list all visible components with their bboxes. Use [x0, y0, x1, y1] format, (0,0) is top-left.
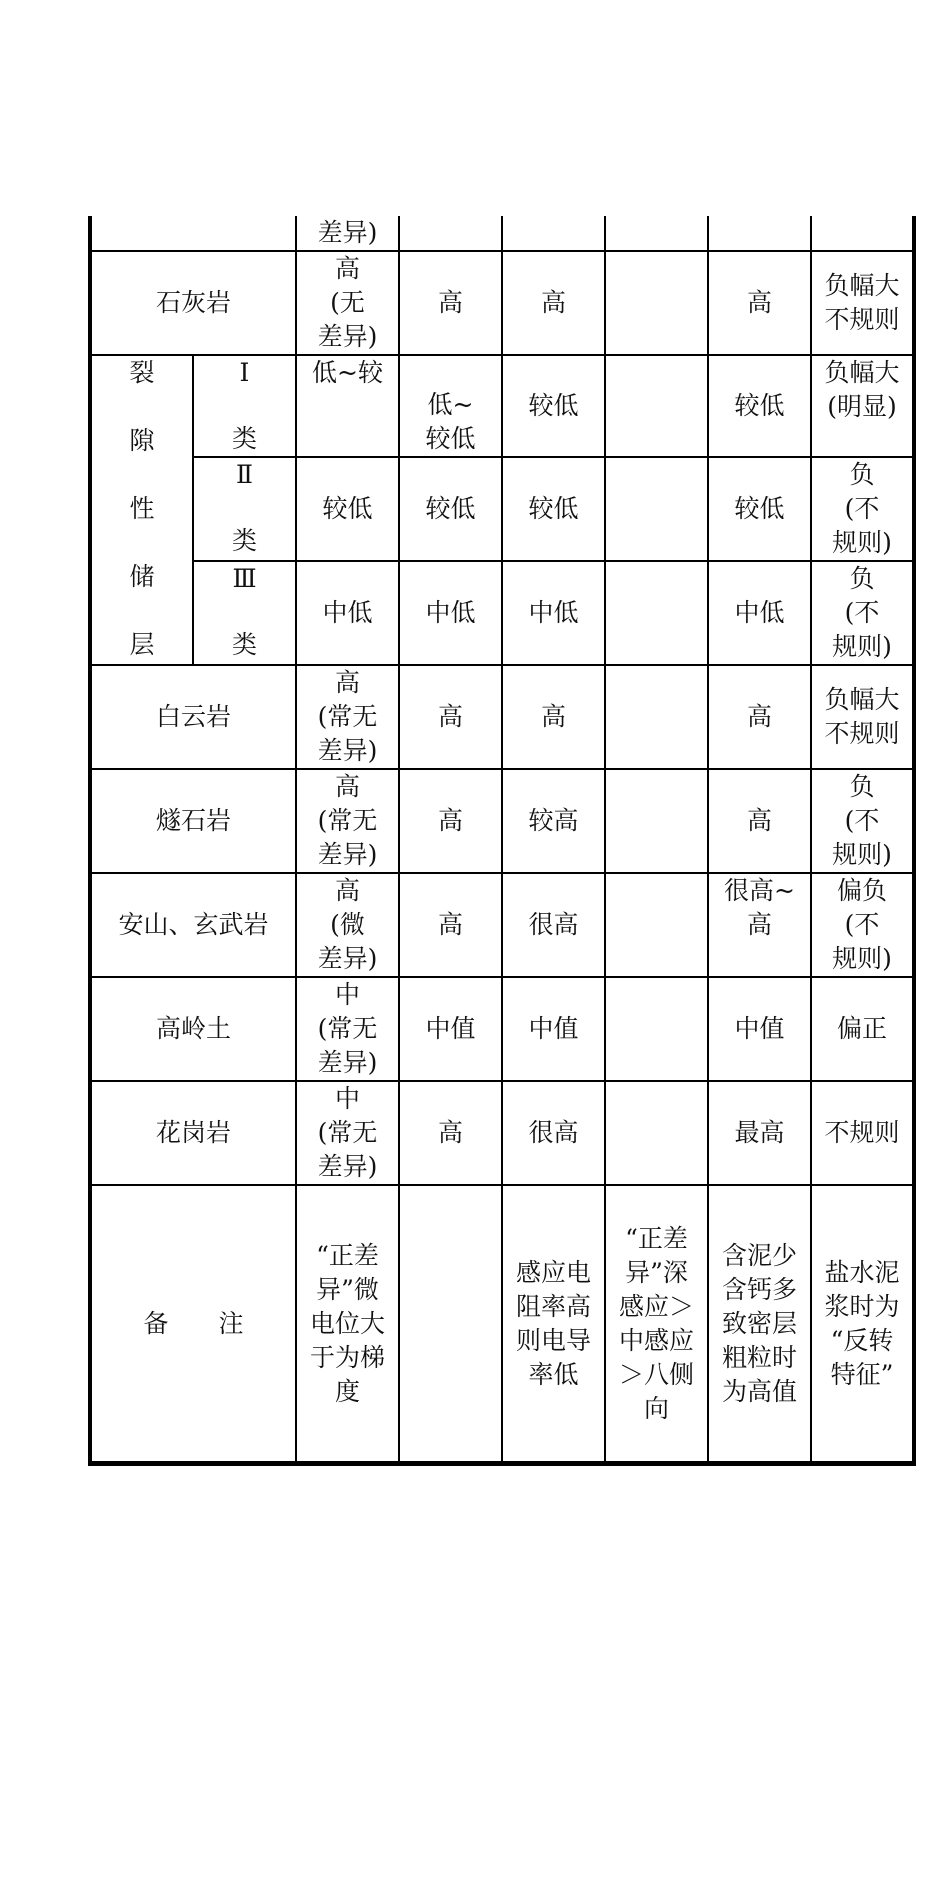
table-row [90, 355, 914, 457]
rock-name-cell: 高岭土 [90, 977, 296, 1081]
table-cell: 高 [399, 873, 502, 977]
table-cell: 高 (无 差异) [296, 251, 399, 355]
table-cell [605, 977, 708, 1081]
table-cell [605, 457, 708, 561]
table-cell: 高 [399, 769, 502, 873]
rock-log-response-table [88, 216, 916, 1466]
table-cell: 较低 [502, 355, 605, 457]
group-char: 裂 [129, 358, 155, 387]
table-cell: 高 (微 差异) [296, 873, 399, 977]
rock-name-cell: 燧石岩 [90, 769, 296, 873]
rock-name-cell: 花岗岩 [90, 1081, 296, 1185]
table-cell: 很高 [502, 1081, 605, 1185]
class-suffix: 类 [231, 424, 257, 453]
table-cell: 中低 [502, 561, 605, 665]
table-cell: 中值 [399, 977, 502, 1081]
table-cell [811, 216, 914, 251]
class-number: Ⅱ [236, 460, 253, 489]
table-cell: 高 (常无 差异) [296, 665, 399, 769]
table-cell: 中低 [296, 561, 399, 665]
table-cell: 偏负 (不 规则) [811, 873, 914, 977]
table-cell: 负 (不 规则) [811, 457, 914, 561]
class-cell [193, 355, 296, 457]
table-cell: 偏正 [811, 977, 914, 1081]
table-cell: 高 [399, 1081, 502, 1185]
table-cell [605, 665, 708, 769]
table-cell: 不规则 [811, 1081, 914, 1185]
group-char: 层 [129, 630, 155, 659]
table-cell: 中 (常无 差异) [296, 1081, 399, 1185]
class-suffix: 类 [231, 526, 257, 555]
table-row [90, 561, 914, 665]
table-cell: 高 [708, 251, 811, 355]
table-row [90, 251, 914, 355]
group-char: 储 [129, 562, 155, 591]
table-cell [605, 561, 708, 665]
table-cell: 感应电 阻率高 则电导 率低 [502, 1185, 605, 1464]
table-cell [605, 216, 708, 251]
class-number: Ⅲ [232, 564, 257, 593]
table-cell: 高 [708, 665, 811, 769]
table-cell: 较低 [708, 457, 811, 561]
table-row [90, 873, 914, 977]
table-cell: 最高 [708, 1081, 811, 1185]
rock-name-cell: 石灰岩 [90, 251, 296, 355]
table-cell: 很高~ 高 [708, 873, 811, 977]
table-row [90, 1185, 914, 1464]
table-cell [502, 216, 605, 251]
class-cell [193, 457, 296, 561]
group-char: 隙 [129, 426, 155, 455]
class-number: Ⅰ [239, 358, 250, 387]
table-cell: 较低 [502, 457, 605, 561]
table-cell: “正差 异”微 电位大 于为梯 度 [296, 1185, 399, 1464]
table-row [90, 769, 914, 873]
table-cell [399, 216, 502, 251]
table-cell: 高 [502, 251, 605, 355]
table-cell: 低~ 较低 [399, 355, 502, 457]
table-row [90, 216, 914, 251]
table-cell: 中低 [708, 561, 811, 665]
table-cell: 负幅大 不规则 [811, 665, 914, 769]
table-row [90, 665, 914, 769]
table-cell: 中低 [399, 561, 502, 665]
rock-name-cell: 安山、玄武岩 [90, 873, 296, 977]
table-cell: “正差 异”深 感应＞ 中感应 ＞八侧 向 [605, 1185, 708, 1464]
table-cell: 高 [502, 665, 605, 769]
class-cell [193, 561, 296, 665]
table-cell: 负幅大 不规则 [811, 251, 914, 355]
table-row [90, 457, 914, 561]
table-cell: 负幅大 (明显) [811, 355, 914, 457]
table-cell [605, 251, 708, 355]
table-cell: 中值 [708, 977, 811, 1081]
table-cell: 很高 [502, 873, 605, 977]
table-cell [708, 216, 811, 251]
table-cell: 高 (常无 差异) [296, 769, 399, 873]
rock-name-cell: 白云岩 [90, 665, 296, 769]
table-cell: 含泥少 含钙多 致密层 粗粒时 为高值 [708, 1185, 811, 1464]
table-cell: 差异) [296, 216, 399, 251]
table-cell [605, 873, 708, 977]
table-row [90, 1081, 914, 1185]
table-cell [605, 769, 708, 873]
table-cell: 中值 [502, 977, 605, 1081]
remarks-label-cell: 备 注 [90, 1185, 296, 1464]
group-char: 性 [129, 494, 155, 523]
table-cell: 低~较 [296, 355, 399, 457]
table-cell: 高 [708, 769, 811, 873]
table-cell: 中 (常无 差异) [296, 977, 399, 1081]
table-cell: 盐水泥 浆时为 “反转 特征” [811, 1185, 914, 1464]
table-cell: 高 [399, 665, 502, 769]
table-cell: 较低 [296, 457, 399, 561]
table-cell: 负 (不 规则) [811, 561, 914, 665]
table-cell [605, 355, 708, 457]
class-suffix: 类 [231, 630, 257, 659]
table-cell: 较低 [399, 457, 502, 561]
table-cell [90, 216, 296, 251]
fractured-reservoir-label [90, 355, 193, 665]
table-cell: 高 [399, 251, 502, 355]
table-cell: 较低 [708, 355, 811, 457]
table-cell: 负 (不 规则) [811, 769, 914, 873]
table-cell: 较高 [502, 769, 605, 873]
table-cell [605, 1081, 708, 1185]
table-cell [399, 1185, 502, 1464]
table-row [90, 977, 914, 1081]
